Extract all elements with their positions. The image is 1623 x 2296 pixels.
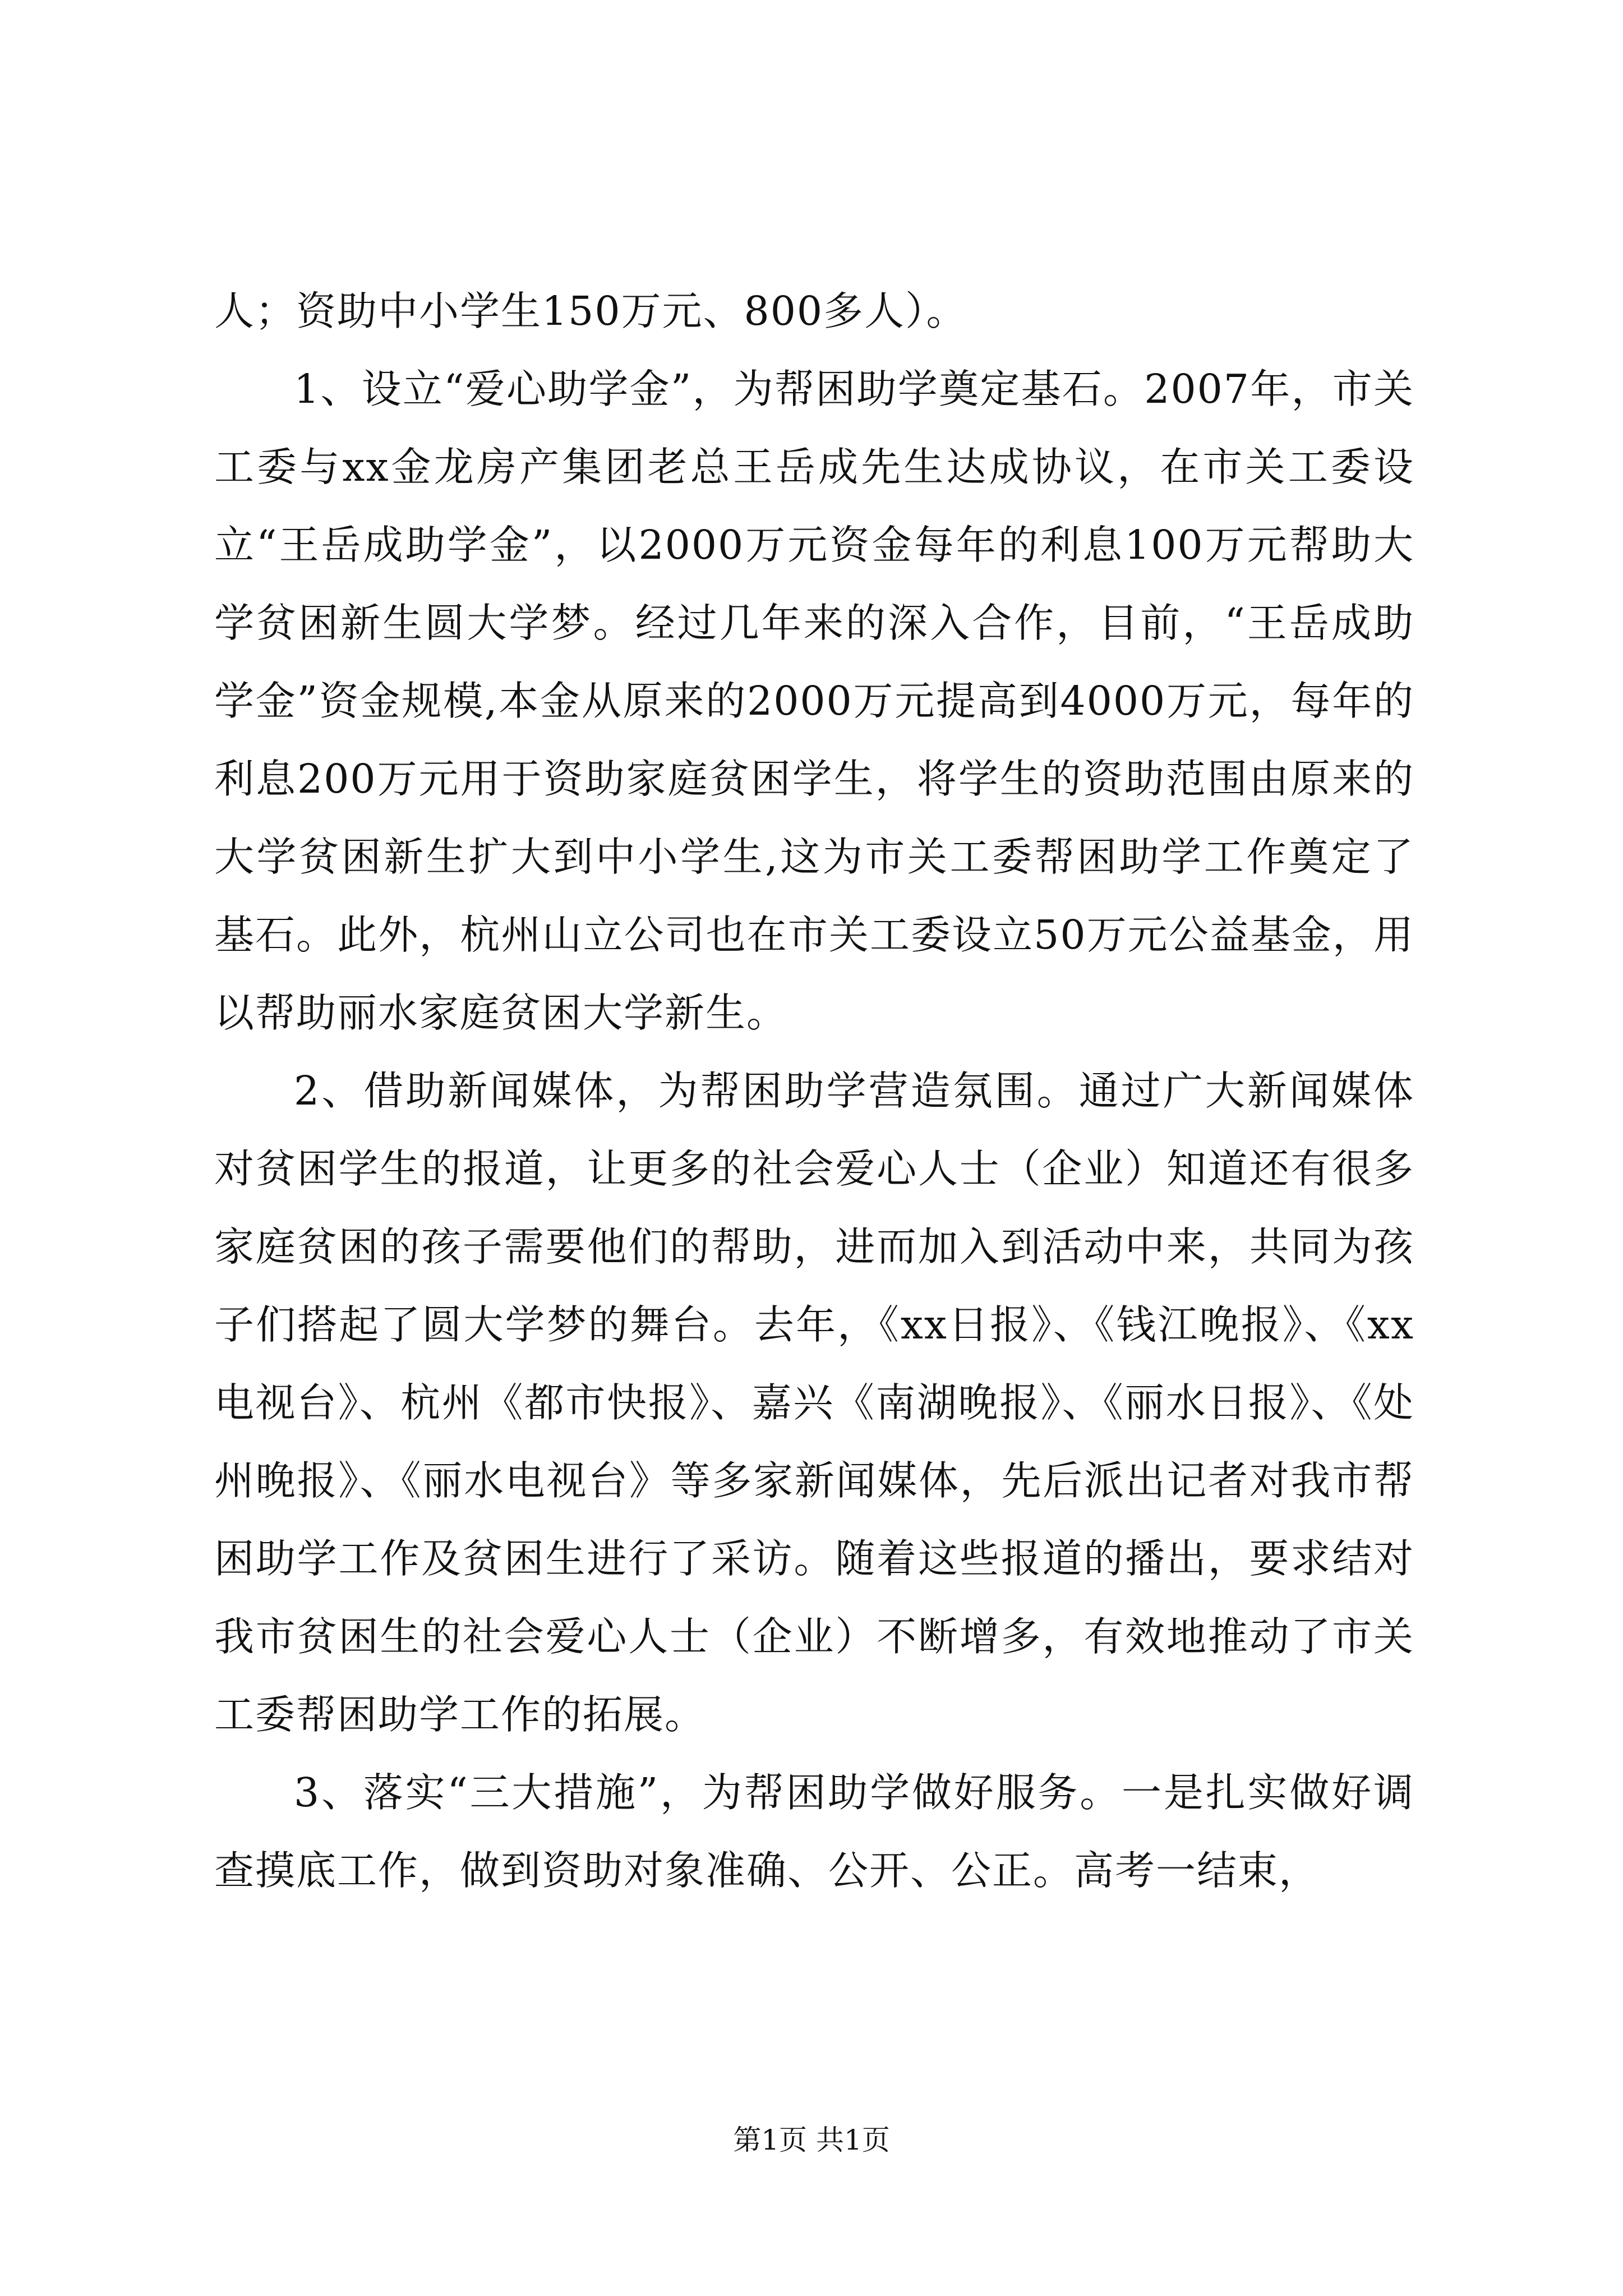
paragraph-1-scholarship-fund: 1、设立“爱心助学金”，为帮困助学奠定基石。2007年，市关工委与xx金龙房产集团老总王岳成先生达成协议，在市关工委设立“王岳成助学金”，以2000万元资金每年的利息100万元帮助大学贫困新生圆大学梦。经过几年来的深入合作，目前，“王岳成助学金”资金规模,本金从原来的2000万元提高到4000万元，每年的利息200万元用于资助家庭贫困学生，将学生的资助范围由原来的大学贫困新生扩大到中小学生,这为市关工委帮困助学工作奠定了基石。此外，杭州山立公司也在市关工委设立50万元公益基金，用以帮助丽水家庭贫困大学新生。 xyxy=(214,366,1414,1036)
paragraph-2-news-media: 2、借助新闻媒体，为帮困助学营造氛围。通过广大新闻媒体对贫困学生的报道，让更多的社会爱心人士（企业）知道还有很多家庭贫困的孩子需要他们的帮助，进而加入到活动中来，共同为孩子们搭起了圆大学梦的舞台。去年，《xx日报》、《钱江晚报》、《xx电视台》、杭州《都市快报》、嘉兴《南湖晚报》、《丽水日报》、《处州晚报》、《丽水电视台》等多家新闻媒体，先后派出记者对我市帮困助学工作及贫困生进行了采访。随着这些报道的播出，要求结对我市贫困生的社会爱心人士（企业）不断增多，有效地推动了市关工委帮困助学工作的拓展。 xyxy=(214,1068,1414,1738)
paragraph-3-three-measures: 3、落实“三大措施”，为帮困助学做好服务。一是扎实做好调查摸底工作，做到资助对象准确、公开、公正。高考一结束， xyxy=(214,1769,1414,1894)
paragraph-continuation: 人；资助中小学生150万元、800多人）。 xyxy=(214,288,967,334)
document-body xyxy=(214,272,1414,1910)
page-footer: 第1页 共1页 xyxy=(733,2124,890,2156)
